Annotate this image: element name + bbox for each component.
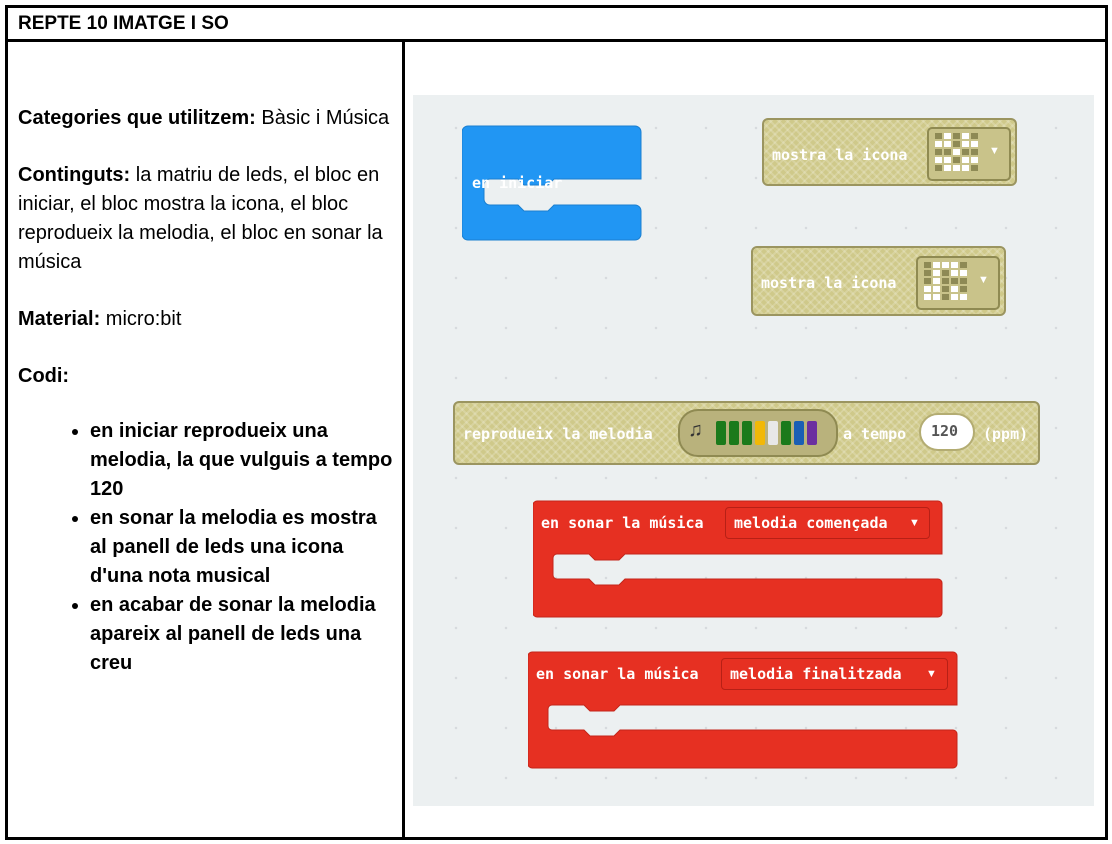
list-item: • en sonar la melodia es mostra al panell de leds una icona d'una nota musical xyxy=(90,504,398,591)
chevron-down-icon: ▼ xyxy=(909,517,920,529)
cross-icon xyxy=(935,133,981,173)
code-label: Codi: xyxy=(18,365,70,387)
music-note-icon: ♫ xyxy=(688,419,703,441)
play-melody-block[interactable] xyxy=(453,401,1040,465)
melody-note-bar xyxy=(729,421,739,445)
melody-note-bar xyxy=(807,421,817,445)
makecode-workspace[interactable] xyxy=(413,95,1094,806)
code-bullet-list xyxy=(18,417,398,678)
melody-note-bar xyxy=(716,421,726,445)
music-note-icon xyxy=(924,262,970,302)
melody-note-bar xyxy=(794,421,804,445)
chevron-down-icon: ▼ xyxy=(989,145,1000,157)
code-paragraph xyxy=(18,362,398,391)
categories-paragraph xyxy=(18,104,398,133)
music-event-block-started[interactable] xyxy=(533,500,943,618)
music-event-option: melodia començada xyxy=(734,514,888,532)
tempo-value: 120 xyxy=(931,422,959,440)
play-melody-label: reprodueix la melodia xyxy=(463,425,653,443)
show-icon-label: mostra la icona xyxy=(772,146,908,164)
material-value: micro:bit xyxy=(100,308,182,330)
show-icon-label: mostra la icona xyxy=(761,274,897,292)
on-start-block[interactable] xyxy=(462,125,642,242)
melody-note-bar xyxy=(781,421,791,445)
music-event-block-finished[interactable] xyxy=(528,651,958,769)
column-divider xyxy=(402,42,405,837)
tempo-input[interactable] xyxy=(919,413,975,451)
icon-dropdown[interactable] xyxy=(916,256,1000,310)
material-label: Material: xyxy=(18,308,101,330)
chevron-down-icon: ▼ xyxy=(926,668,937,680)
music-event-option: melodia finalitzada xyxy=(730,665,902,683)
music-event-label: en sonar la música xyxy=(536,665,699,683)
contents-paragraph xyxy=(18,161,398,277)
categories-value: Bàsic i Música xyxy=(255,107,390,129)
contents-label: Continguts: xyxy=(18,164,131,186)
categories-label: Categories que utilitzem: xyxy=(18,107,256,129)
title-row xyxy=(8,8,1105,42)
list-item: • en iniciar reprodueix una melodia, la que vulguis a tempo 120 xyxy=(90,417,398,504)
show-icon-block-1[interactable] xyxy=(762,118,1017,186)
material-paragraph xyxy=(18,305,398,334)
melody-picker[interactable] xyxy=(678,409,838,457)
melody-note-bar xyxy=(768,421,778,445)
at-tempo-label: a tempo xyxy=(843,425,907,443)
melody-note-bar xyxy=(742,421,752,445)
on-start-label: en iniciar xyxy=(472,174,563,192)
melody-note-bar xyxy=(755,421,765,445)
ppm-label: (ppm) xyxy=(983,425,1029,443)
description-column xyxy=(18,104,398,678)
music-event-dropdown[interactable] xyxy=(721,658,948,690)
music-event-label: en sonar la música xyxy=(541,514,704,532)
icon-dropdown[interactable] xyxy=(927,127,1011,181)
chevron-down-icon: ▼ xyxy=(978,274,989,286)
music-event-dropdown[interactable] xyxy=(725,507,930,539)
list-item: • en acabar de sonar la melodia apareix al panell de leds una creu xyxy=(90,591,398,678)
contents-value: la matriu de leds, el bloc en iniciar, el bloc mostra la icona, el bloc reprodueix la melodia, el bloc en sonar la música xyxy=(18,164,383,273)
show-icon-block-2[interactable] xyxy=(751,246,1006,316)
page-title: REPTE 10 IMATGE I SO xyxy=(18,13,229,34)
